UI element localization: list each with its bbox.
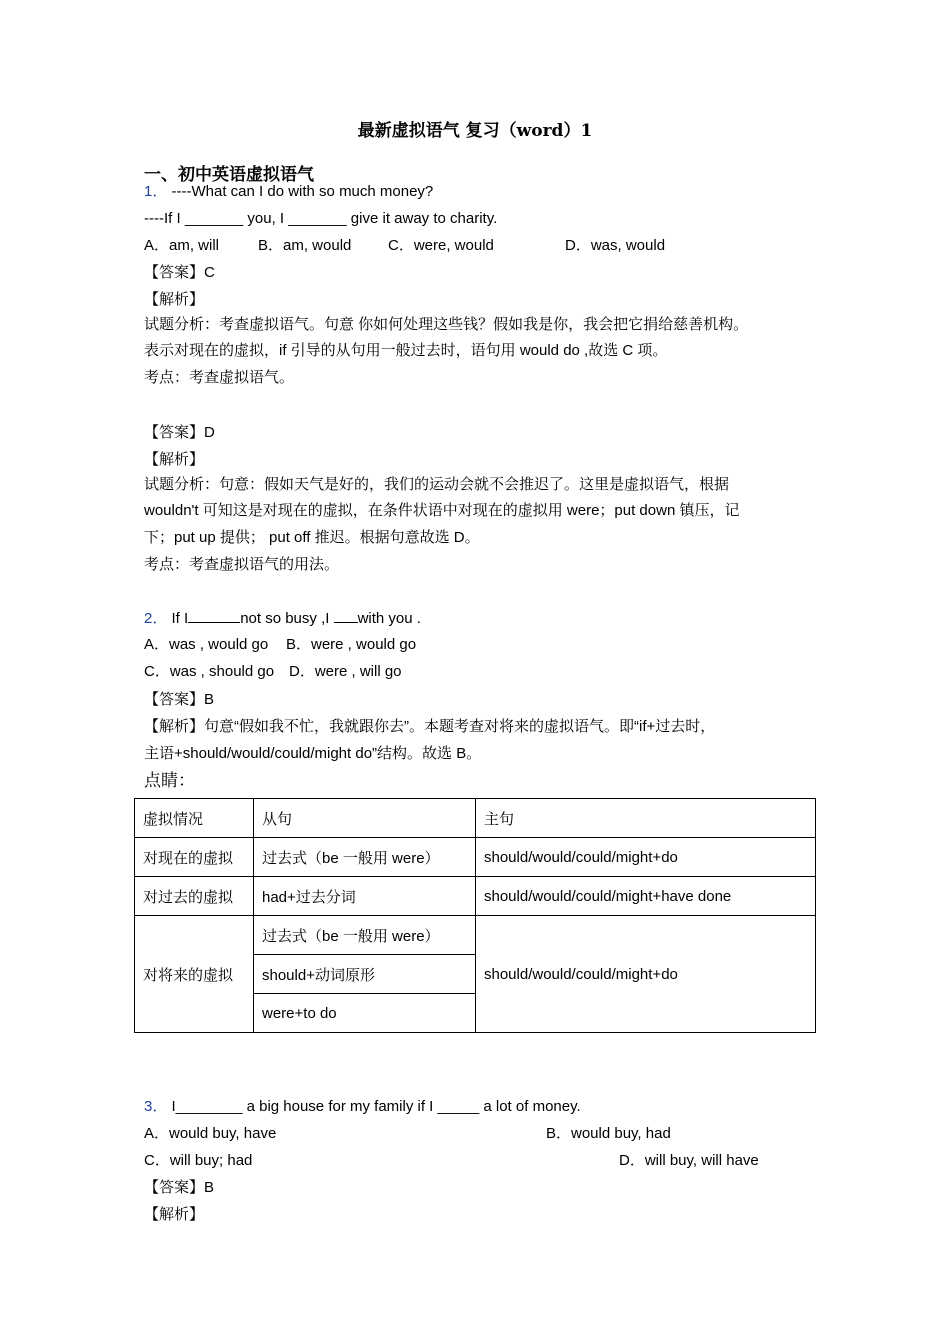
q2-number: 2． [144,610,168,627]
q2-blank-1 [188,608,240,623]
q1-analysis-line1: 试题分析：考查虚拟语气。句意 你如何处理这些钱？假如我是你，我会把它捐给慈善机构。 [144,316,749,333]
q3-analysis-label: 【解析】 [144,1206,205,1223]
q1b-analysis-label: 【解析】 [144,451,205,468]
q1-analysis-label: 【解析】 [144,291,205,308]
table-cell: 对现在的虚拟 [135,838,254,877]
table-header-cell: 从句 [254,799,476,838]
q2-analysis-line2: 主语+should/would/could/might do”结构。故选 B。 [144,745,482,762]
table-cell: 过去式（be 一般用 were） [254,916,476,955]
q3-stem [144,1097,581,1117]
table-header-cell: 主句 [476,799,816,838]
q1-stem-text: ----What can I do with so much money? [171,183,434,200]
q2-option-b: B．were , would go [286,636,417,653]
q1b-kaodian: 考点：考查虚拟语气的用法。 [144,556,340,573]
q1b-analysis-line2: wouldn't 可知这是对现在的虚拟，在条件状语中对现在的虚拟用 were；put down 镇压，记 [144,502,740,519]
q2-blank-2 [334,608,358,623]
q2-option-d: D．were , will go [289,663,402,680]
q1-answer: 【答案】C [144,264,215,281]
q3-stem-text: I________ a big house for my family if I _____ a lot of money. [171,1098,581,1115]
q1-kaodian: 考点：考查虚拟语气。 [144,369,295,386]
subjunctive-table [134,798,816,1033]
q1-option-a: A．am, will [144,237,220,254]
q2-stem-part3: with you . [357,610,421,627]
q1-option-d: D．was, would [565,237,666,254]
q1-stem [144,182,433,202]
q3-option-a: A．would buy, have [144,1125,277,1142]
table-cell: had+过去分词 [254,877,476,916]
q1b-analysis-line1: 试题分析：句意：假如天气是好的，我们的运动会就不会推迟了。这里是虚拟语气，根据 [144,476,730,493]
table-cell: 对过去的虚拟 [135,877,254,916]
section-heading: 一、初中英语虚拟语气 [144,165,314,185]
q3-answer: 【答案】B [144,1179,215,1196]
q2-stem [144,608,421,629]
q3-number: 3． [144,1098,168,1115]
table-row [135,838,816,877]
table-cell: should/would/could/might+have done [476,877,816,916]
table-row [135,877,816,916]
table-cell: should/would/could/might+do [476,916,816,1033]
q1-analysis-line2: 表示对现在的虚拟，if 引导的从句用一般过去时，语句用 would do ,故选 C 项。 [144,342,668,359]
q2-stem-part2: not so busy ,I [240,610,330,627]
q3-option-d: D．will buy, will have [619,1152,759,1169]
q2-option-a: A．was , would go [144,636,269,653]
q1b-answer: 【答案】D [144,424,215,441]
q2-answer: 【答案】B [144,691,215,708]
table-cell: 对将来的虚拟 [135,916,254,1033]
q1b-analysis-line3: 下；put up 提供； put off 推迟。根据句意故选 D。 [144,529,480,546]
q3-option-b: B．would buy, had [546,1125,671,1142]
table-cell: were+to do [254,994,476,1033]
q2-analysis-line1: 【解析】句意“假如我不忙，我就跟你去”。本题考查对将来的虚拟语气。即“if+过去时， [144,718,716,735]
table-cell: should/would/could/might+do [476,838,816,877]
table-header-row [135,799,816,838]
q2-option-c: C．was , should go [144,663,275,680]
q2-dianjing: 点睛： [144,771,195,790]
q2-stem-part1: If I [171,610,189,627]
table-row [135,916,816,955]
table-header-cell: 虚拟情况 [135,799,254,838]
q1-number: 1． [144,183,168,200]
table-cell: should+动词原形 [254,955,476,994]
q1-option-c: C．were, would [388,237,494,254]
table-cell: 过去式（be 一般用 were） [254,838,476,877]
q1-option-b: B．am, would [258,237,352,254]
document-title: 最新虚拟语气 复习（word）1 [357,121,593,141]
q1-line2: ----If I _______ you, I _______ give it away to charity. [144,210,498,227]
q3-option-c: C．will buy; had [144,1152,253,1169]
